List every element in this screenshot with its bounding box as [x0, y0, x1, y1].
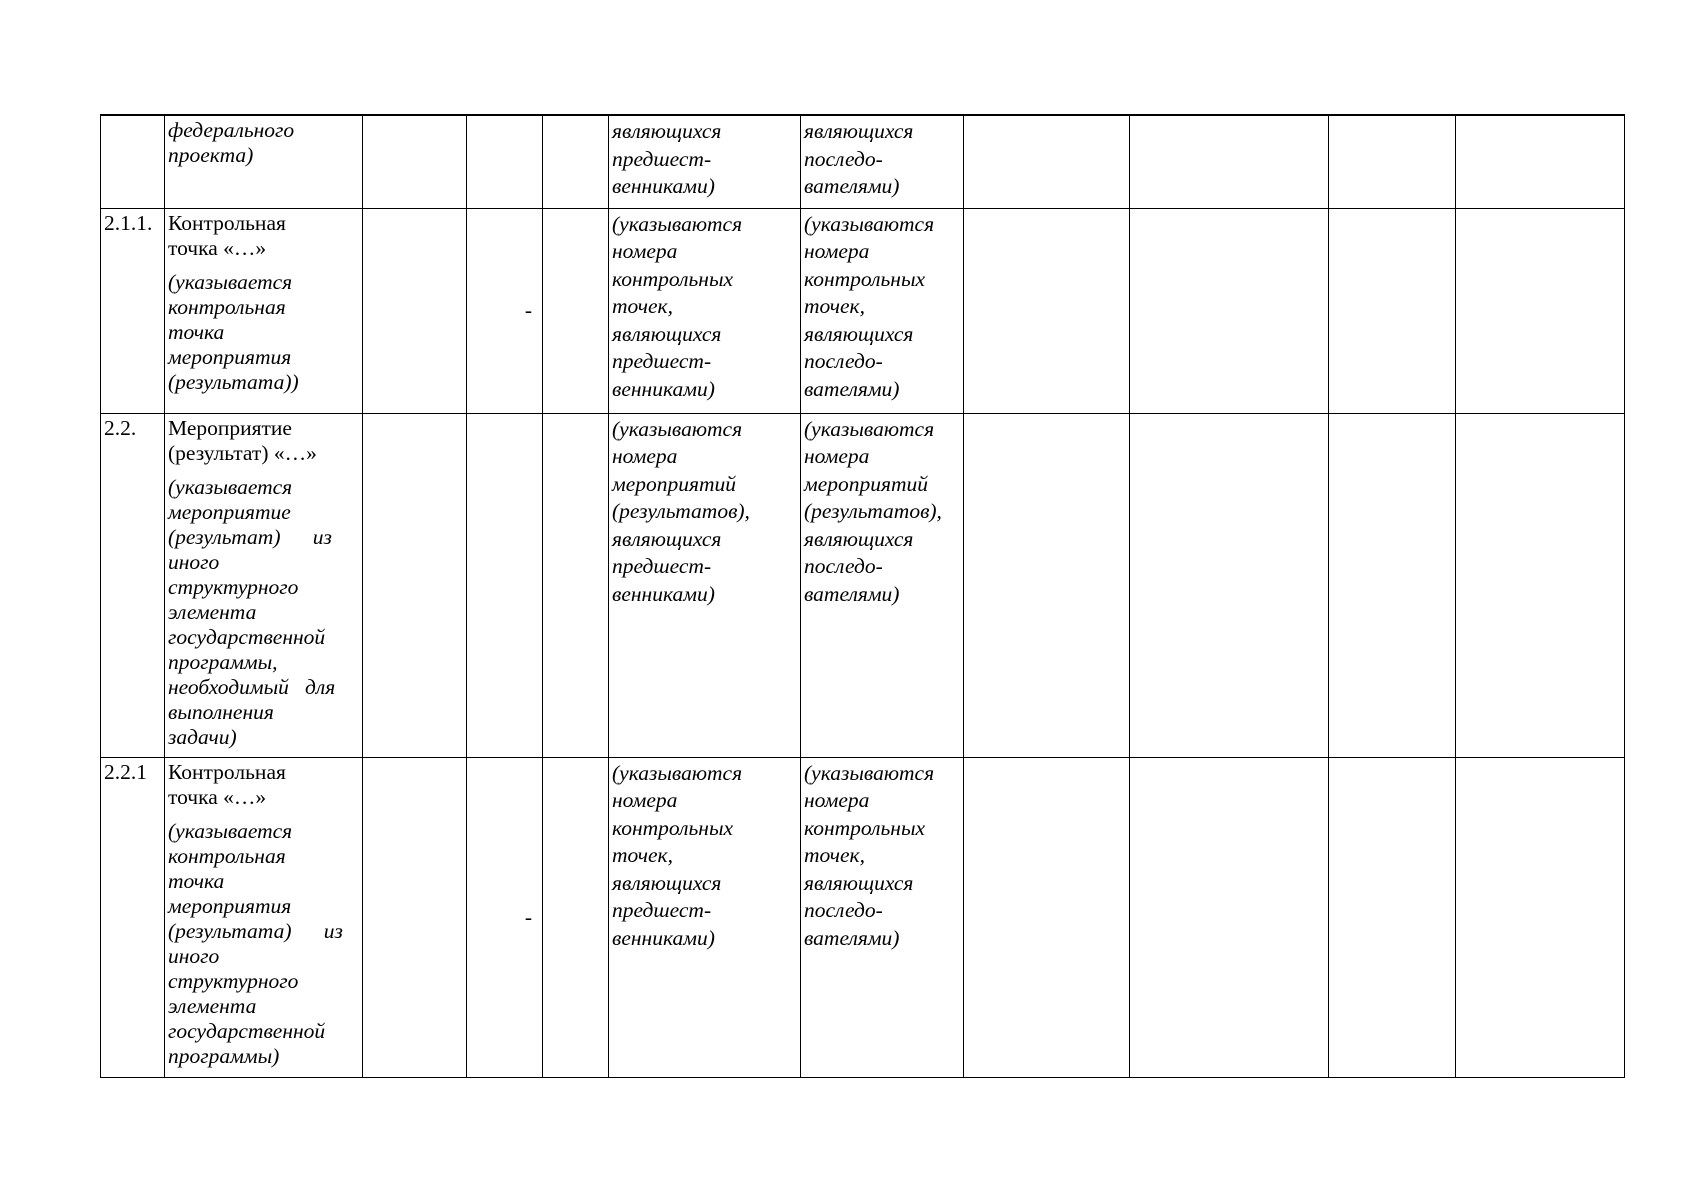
- description-line: (результата) из: [168, 918, 343, 943]
- predecessor-line: контрольных: [612, 815, 734, 840]
- predecessor-line: предшест-: [612, 554, 712, 579]
- title-line: Контрольная: [168, 210, 286, 235]
- successor-line: (указываются: [804, 211, 935, 236]
- description-line: структурного: [168, 574, 299, 599]
- title-line: точка «…»: [168, 784, 267, 809]
- item-description: [168, 819, 360, 1069]
- predecessor-line: являющихся: [612, 870, 722, 895]
- cell-predecessors: [609, 757, 801, 1077]
- cell-number: [101, 757, 165, 1077]
- description-line: задачи): [168, 724, 237, 749]
- predecessor-line: (указываются: [612, 211, 743, 236]
- item-description: [168, 118, 360, 168]
- predecessor-line: номера: [612, 444, 678, 469]
- cell-empty: [467, 413, 543, 757]
- cell-empty: [964, 115, 1130, 208]
- item-title: [168, 416, 360, 466]
- description-line: программы,: [168, 649, 278, 674]
- description-line: элемента: [168, 993, 257, 1018]
- item-number: 2.2.1: [104, 759, 147, 784]
- cell-predecessors: [609, 115, 801, 208]
- successor-line: последо-: [804, 349, 883, 374]
- cell-empty: [964, 413, 1130, 757]
- item-title: [168, 211, 360, 261]
- successor-line: являющихся: [804, 321, 914, 346]
- cell-empty: [543, 757, 609, 1077]
- description-line: проекта): [168, 143, 254, 167]
- cell-empty: [1456, 208, 1625, 413]
- cell-empty: [1329, 115, 1456, 208]
- predecessor-line: венниками): [612, 926, 715, 951]
- predecessor-line: контрольных: [612, 266, 734, 291]
- title-line: Мероприятие: [168, 415, 292, 440]
- successor-line: являющихся: [804, 119, 914, 143]
- predecessor-line: точек,: [612, 843, 673, 868]
- cell-empty: [1130, 208, 1329, 413]
- description-line: программы): [168, 1043, 280, 1068]
- cell-predecessors: [609, 208, 801, 413]
- description-line: мероприятия: [168, 893, 292, 918]
- dash-mark: -: [524, 904, 532, 929]
- cell-empty: [543, 208, 609, 413]
- cell-empty: [363, 757, 467, 1077]
- title-line: точка «…»: [168, 235, 267, 260]
- data-table: [100, 114, 1625, 1078]
- dash-mark: -: [524, 298, 532, 322]
- table-row: [101, 115, 1625, 208]
- description-line: (указывается: [168, 818, 293, 843]
- cell-empty: [1329, 757, 1456, 1077]
- cell-empty: [1130, 757, 1329, 1077]
- predecessor-line: номера: [612, 239, 678, 264]
- description-line: (указывается: [168, 474, 293, 499]
- description-line: выполнения: [168, 699, 274, 724]
- predecessor-line: (указываются: [612, 416, 743, 441]
- description-line: структурного: [168, 968, 299, 993]
- cell-empty: [1456, 413, 1625, 757]
- description-line: необходимый для: [168, 674, 336, 699]
- predecessor-line: (указываются: [612, 760, 743, 785]
- description-line: контрольная: [168, 294, 286, 319]
- predecessor-line: венниками): [612, 377, 715, 402]
- description-line: государственной: [168, 1018, 326, 1043]
- item-number: 2.1.1.: [104, 210, 153, 235]
- predecessor-line: (результатов),: [612, 499, 750, 524]
- cell-name: [165, 413, 363, 757]
- description-line: точка: [168, 319, 225, 344]
- predecessor-line: являющихся: [612, 526, 722, 551]
- successor-line: последо-: [804, 898, 883, 923]
- successor-line: контрольных: [804, 815, 926, 840]
- title-line: (результат) «…»: [168, 440, 317, 465]
- cell-empty: [543, 115, 609, 208]
- successor-line: (результатов),: [804, 499, 942, 524]
- cell-dash: [467, 757, 543, 1077]
- cell-empty: [467, 115, 543, 208]
- table-row: [101, 757, 1625, 1077]
- cell-name: [165, 757, 363, 1077]
- successor-line: точек,: [804, 294, 865, 319]
- cell-empty: [543, 413, 609, 757]
- predecessor-line: мероприятий: [612, 471, 737, 496]
- successor-line: номера: [804, 239, 870, 264]
- successor-line: (указываются: [804, 760, 935, 785]
- title-line: Контрольная: [168, 759, 286, 784]
- description-line: мероприятия: [168, 344, 292, 369]
- successor-line: вателями): [804, 377, 900, 402]
- successor-line: мероприятий: [804, 471, 929, 496]
- successor-line: вателями): [804, 174, 900, 199]
- description-line: иного: [168, 549, 220, 574]
- cell-empty: [1329, 413, 1456, 757]
- cell-number: [101, 413, 165, 757]
- cell-successors: [801, 208, 964, 413]
- cell-name: [165, 115, 363, 208]
- successor-line: номера: [804, 788, 870, 813]
- successor-line: последо-: [804, 146, 883, 171]
- successor-line: контрольных: [804, 266, 926, 291]
- cell-empty: [1130, 115, 1329, 208]
- predecessor-line: предшест-: [612, 349, 712, 374]
- successor-line: номера: [804, 444, 870, 469]
- item-description: [168, 475, 360, 750]
- predecessor-line: предшест-: [612, 146, 712, 171]
- successor-line: вателями): [804, 582, 900, 607]
- cell-empty: [363, 413, 467, 757]
- item-description: [168, 270, 360, 395]
- successor-line: точек,: [804, 843, 865, 868]
- table-row: [101, 413, 1625, 757]
- cell-successors: [801, 757, 964, 1077]
- item-title: [168, 760, 360, 810]
- predecessor-line: венниками): [612, 582, 715, 607]
- description-line: (результат) из: [168, 524, 332, 549]
- item-number: 2.2.: [104, 415, 137, 440]
- description-line: государственной: [168, 624, 326, 649]
- cell-number: [101, 115, 165, 208]
- predecessor-line: венниками): [612, 174, 715, 199]
- description-line: иного: [168, 943, 220, 968]
- table-row: [101, 208, 1625, 413]
- cell-successors: [801, 413, 964, 757]
- description-line: точка: [168, 868, 225, 893]
- description-line: (указывается: [168, 269, 293, 294]
- cell-name: [165, 208, 363, 413]
- predecessor-line: предшест-: [612, 898, 712, 923]
- successor-line: вателями): [804, 926, 900, 951]
- cell-empty: [363, 208, 467, 413]
- cell-empty: [1456, 115, 1625, 208]
- successor-line: являющихся: [804, 526, 914, 551]
- cell-empty: [964, 757, 1130, 1077]
- cell-dash: [467, 208, 543, 413]
- predecessor-line: номера: [612, 788, 678, 813]
- cell-empty: [1329, 208, 1456, 413]
- cell-empty: [1130, 413, 1329, 757]
- successor-line: (указываются: [804, 416, 935, 441]
- cell-empty: [363, 115, 467, 208]
- cell-empty: [964, 208, 1130, 413]
- cell-number: [101, 208, 165, 413]
- cell-predecessors: [609, 413, 801, 757]
- description-line: элемента: [168, 599, 257, 624]
- cell-empty: [1456, 757, 1625, 1077]
- predecessor-line: являющихся: [612, 119, 722, 143]
- description-line: федерального: [168, 118, 295, 142]
- predecessor-line: точек,: [612, 294, 673, 319]
- predecessor-line: являющихся: [612, 321, 722, 346]
- description-line: (результата)): [168, 369, 299, 394]
- successor-line: являющихся: [804, 870, 914, 895]
- description-line: контрольная: [168, 843, 286, 868]
- cell-successors: [801, 115, 964, 208]
- successor-line: последо-: [804, 554, 883, 579]
- description-line: мероприятие: [168, 499, 291, 524]
